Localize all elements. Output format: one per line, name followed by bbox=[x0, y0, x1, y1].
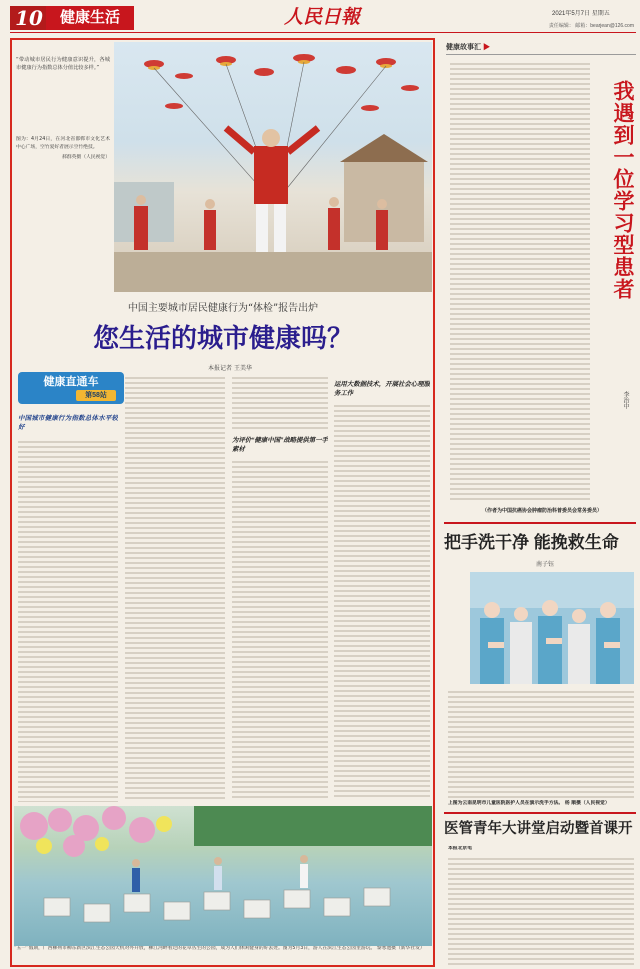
story-byline-text: 本报记者 王美华 bbox=[208, 365, 252, 372]
story3-headline: 医管青年大讲堂启动暨首课开 bbox=[444, 821, 633, 837]
bottom-photo bbox=[14, 806, 432, 946]
bottom-photo-caption-box bbox=[14, 946, 432, 966]
top-caption-column bbox=[16, 56, 110, 276]
spacer bbox=[16, 72, 110, 132]
badge-sub: 第58站 bbox=[85, 392, 107, 399]
editor-label: 责任编辑： bbox=[548, 23, 574, 29]
subhead-2: 运用大数据技术，开展社会心理服务工作 bbox=[334, 381, 430, 397]
filler-1 bbox=[18, 438, 118, 802]
filler-3b bbox=[232, 458, 328, 798]
masthead-bar bbox=[0, 0, 640, 34]
story2-photo-art bbox=[470, 572, 634, 684]
filler-4b bbox=[334, 402, 430, 800]
column-bottom-rule bbox=[444, 522, 636, 524]
column-label-text: 健康故事汇 bbox=[446, 44, 481, 51]
story2-headline: 把手洗干净 能挽救生命 bbox=[444, 533, 619, 552]
badge-label: 健康直通车 bbox=[43, 376, 99, 388]
column-body bbox=[450, 60, 590, 500]
editor-line bbox=[478, 22, 638, 31]
top-photo-credit: 郝群英摄（人民视觉） bbox=[62, 154, 110, 160]
bottom-photo-credit: 黎寒池摄（新华社发） bbox=[376, 946, 425, 951]
story-kicker: 中国主要城市居民健康行为“体检”报告出炉 bbox=[127, 303, 319, 314]
main-col-3 bbox=[232, 374, 328, 802]
column-author-text: 李治中 bbox=[622, 391, 629, 409]
health-bus-badge bbox=[18, 372, 124, 404]
filler-4a bbox=[334, 374, 430, 376]
story-byline bbox=[160, 364, 300, 374]
section-title: 健康生活 bbox=[59, 9, 120, 26]
date bbox=[552, 10, 638, 20]
top-photo-caption: 图为：4月24日，在河北省邯郸市文化艺术中心广场，空竹爱好者展示空竹绝技。 bbox=[16, 137, 110, 150]
story2-body bbox=[448, 688, 634, 800]
story3-byline: 本报北京电 bbox=[448, 846, 472, 851]
arrow-right-icon: ▶ bbox=[482, 44, 490, 51]
story2-caption: 上图为云南昆明市儿童医院医护人员在演示洗手方法。 bbox=[448, 801, 564, 806]
top-caption-text: “带动城市居民行为健康意识提升，各城市健康行为指数总体分值比较多样。” bbox=[16, 57, 110, 72]
column-label-rule bbox=[446, 54, 636, 55]
column-section bbox=[444, 40, 638, 530]
date-text: 2021年5月7日 bbox=[552, 11, 591, 17]
filler-3a bbox=[232, 374, 328, 432]
story2-photo bbox=[470, 572, 634, 684]
column-title bbox=[594, 80, 634, 380]
top-photo-art bbox=[114, 42, 432, 292]
column-label bbox=[446, 42, 526, 54]
filler-2 bbox=[125, 374, 225, 802]
header-rule bbox=[10, 32, 636, 33]
column-title-text: 我遇到一位学习型患者 bbox=[611, 80, 634, 300]
editor-email: 邮箱：bearjean@126.com bbox=[575, 23, 634, 29]
story2-caption-line bbox=[448, 800, 634, 808]
main-col-4 bbox=[334, 374, 430, 802]
weekday-text: 星期五 bbox=[591, 11, 610, 17]
page-number: 10 bbox=[15, 6, 43, 30]
story3-body bbox=[448, 846, 634, 966]
main-col-2 bbox=[125, 374, 225, 802]
story2-bottom-rule bbox=[444, 812, 636, 814]
story3-filler bbox=[448, 855, 634, 965]
column-footer: （作者为中国抗癌协会肿瘤防治科普委员会常务委员） bbox=[481, 508, 602, 514]
story-headline: 您生活的城市健康吗？ bbox=[92, 323, 353, 353]
paper-logo: 人民日報 bbox=[283, 6, 360, 28]
story2-byline: 南子钰 bbox=[535, 561, 554, 568]
top-photo bbox=[114, 42, 432, 292]
story2-credit: 杨 顺摄（人民视觉） bbox=[564, 801, 610, 806]
subhead-1: 中国城市健康行为指数总体水平较好 bbox=[18, 415, 118, 431]
main-col-1 bbox=[18, 414, 118, 802]
quote-title: 为评价“健康中国”战略提供第一手素材 bbox=[232, 437, 328, 453]
bottom-photo-caption: “五一”假期，广西柳州市柳东新区滨江生态公园天机对外开放，柳江河畔看过的花草丛生的公园，成为人们休闲健身的好去处。图为5月3日，游人在滨江生态公园里游玩。 bbox=[14, 946, 376, 951]
bottom-photo-art bbox=[14, 806, 432, 946]
column-author bbox=[596, 380, 630, 420]
